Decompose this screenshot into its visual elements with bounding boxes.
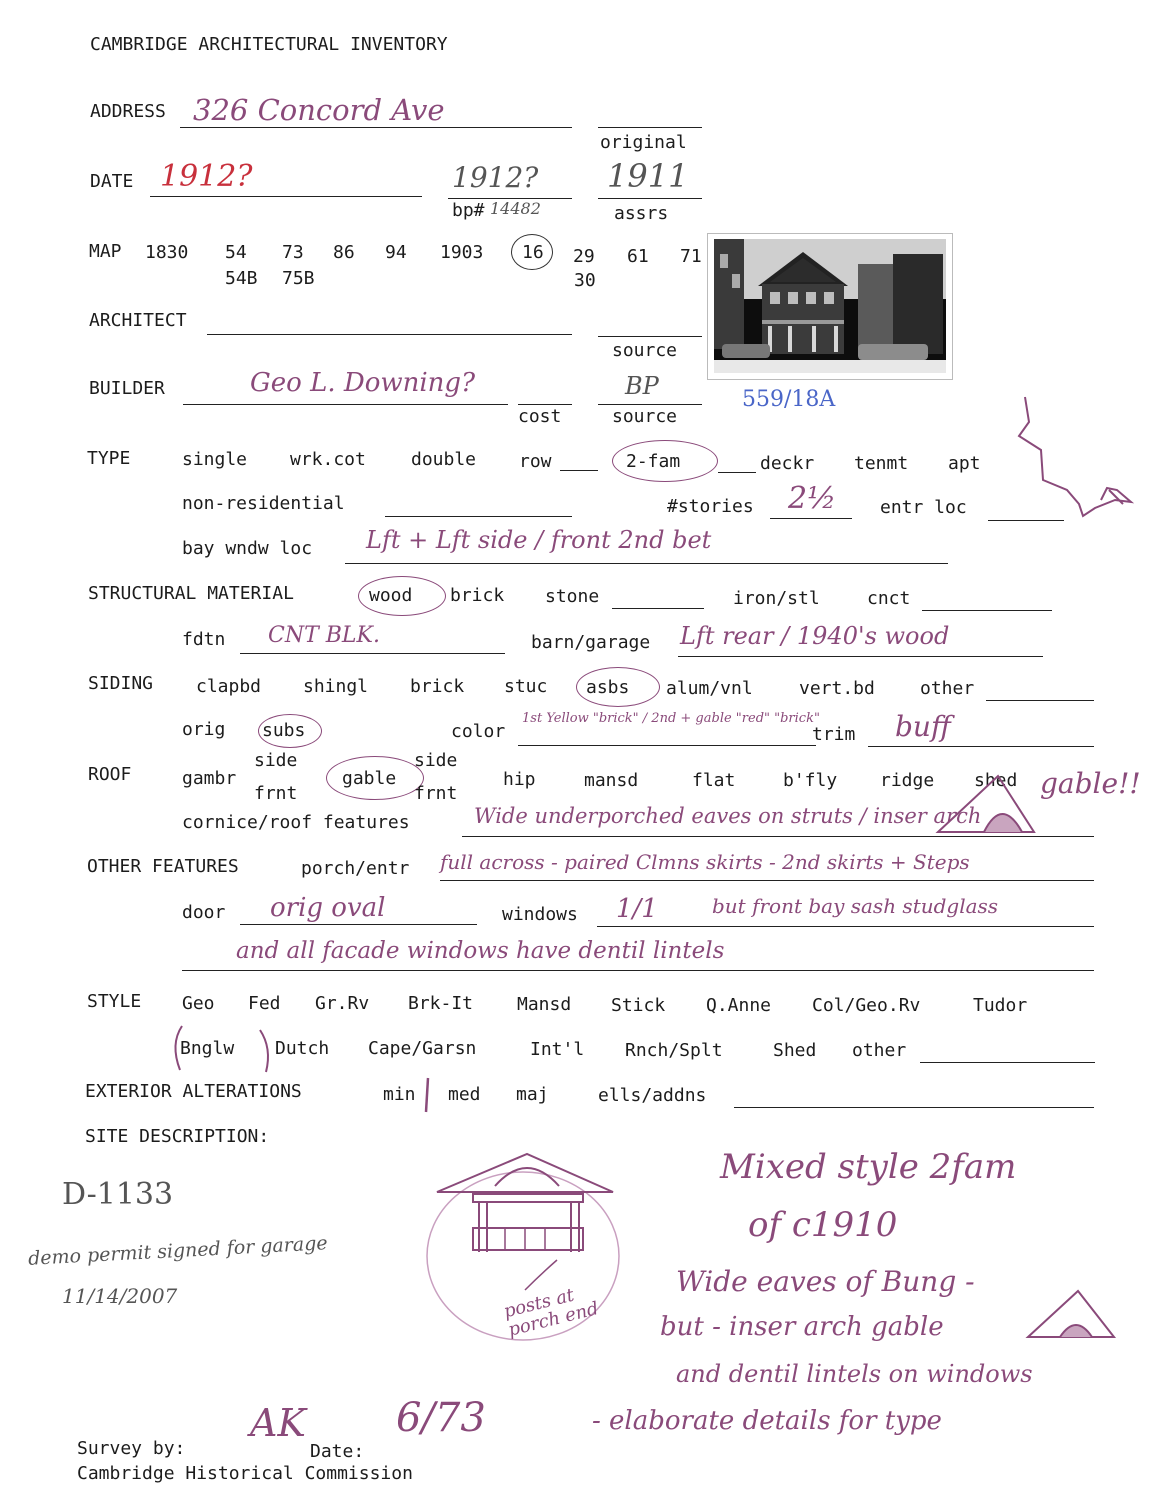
nonres-label: non-residential: [182, 493, 345, 514]
style-cape: Cape/Garsn: [368, 1038, 477, 1059]
cost-label: cost: [518, 406, 562, 427]
map-year-1830: 1830: [145, 242, 189, 263]
roof-side-1: side: [254, 750, 298, 771]
entrance-sketch: [1015, 392, 1145, 532]
builder-label: BUILDER: [89, 378, 165, 399]
struct-cnct-line: [922, 610, 1052, 611]
style-stick: Stick: [611, 995, 666, 1016]
survey-date: 6/73: [396, 1395, 486, 1441]
other-features-label: OTHER FEATURES: [87, 856, 239, 877]
stories-label: #stories: [667, 496, 754, 517]
porch-label: porch/entr: [301, 858, 410, 879]
builder-source-line: [598, 404, 702, 405]
address-value: 326 Concord Ave: [193, 93, 445, 127]
style-geo: Geo: [182, 993, 215, 1014]
cost-line: [518, 404, 572, 405]
type-deckr: deckr: [760, 453, 815, 474]
type-tenmt: tenmt: [854, 453, 909, 474]
map-label: MAP: [89, 241, 122, 262]
type-row: row: [519, 451, 552, 472]
bay-line: [345, 563, 948, 564]
style-rnch: Rnch/Splt: [625, 1040, 723, 1061]
house-photo: [707, 233, 953, 380]
type-double: double: [411, 449, 477, 470]
barn-line: [678, 656, 1043, 657]
cornice-label: cornice/roof features: [182, 812, 410, 833]
roof-frnt-1: frnt: [254, 783, 298, 804]
alterations-med: med: [448, 1084, 481, 1105]
alterations-ells: ells/addns: [598, 1085, 707, 1106]
assrs-label: assrs: [614, 203, 669, 224]
survey-initials: AK: [250, 1401, 306, 1445]
roof-gable: gable: [342, 768, 397, 789]
porch-line: [440, 880, 1094, 881]
siding-other: other: [920, 678, 975, 699]
style-intl: Int'l: [530, 1039, 585, 1060]
siding-label: SIDING: [88, 673, 154, 694]
style-gr-rv: Gr.Rv: [315, 993, 370, 1014]
bay-value: Lft + Lft side / front 2nd bet: [366, 526, 712, 554]
style-fed: Fed: [248, 993, 281, 1014]
description-line: of c1910: [748, 1205, 898, 1245]
cornice-value: Wide underporched eaves on struts / inser arch: [474, 804, 982, 828]
date-value: 1912?: [160, 159, 253, 194]
survey-label: Survey by:: [77, 1438, 186, 1459]
date-line: [150, 196, 422, 197]
trim-label: trim: [812, 724, 856, 745]
style-q-anne: Q.Anne: [706, 995, 772, 1016]
door-value: orig oval: [270, 893, 386, 923]
fdtn-label: fdtn: [182, 629, 226, 650]
style-shed: Shed: [773, 1040, 817, 1061]
map-year-73: 73: [282, 242, 304, 263]
survey-date-label: Date:: [310, 1441, 365, 1462]
assrs-value: 1911: [607, 157, 689, 195]
roof-label: ROOF: [88, 764, 132, 785]
posts-note: posts at porch end: [501, 1284, 601, 1341]
alterations-line: [734, 1107, 1094, 1108]
alterations-mark: [418, 1076, 438, 1116]
bp-date: 1912?: [452, 161, 539, 194]
architect-line: [207, 334, 572, 335]
map-year-29: 29: [573, 246, 595, 267]
roof-hip: hip: [503, 769, 536, 790]
commission-label: Cambridge Historical Commission: [77, 1463, 413, 1484]
type-deckr-line: [718, 472, 756, 473]
color-line: [518, 745, 816, 746]
gable-arch-sketch-2: [1020, 1285, 1120, 1345]
description-line: - elaborate details for type: [592, 1406, 942, 1436]
builder-line: [183, 404, 508, 405]
stories-value: 2½: [788, 481, 837, 516]
door-line: [240, 924, 477, 925]
photo-id: 559/18A: [742, 387, 836, 412]
site-label: SITE DESCRIPTION:: [85, 1126, 270, 1147]
fdtn-line: [240, 653, 505, 654]
porch-value: full across - paired Clmns skirts - 2nd skirts + Steps: [440, 850, 970, 874]
builder-source-label: source: [612, 406, 678, 427]
fdtn-value: CNT BLK.: [268, 623, 380, 648]
style-other-line: [920, 1062, 1095, 1063]
siding-asbs: asbs: [586, 677, 630, 698]
door-label: door: [182, 902, 226, 923]
siding-clapbd: clapbd: [196, 676, 262, 697]
type-apt: apt: [948, 453, 981, 474]
siding-alum: alum/vnl: [666, 678, 753, 699]
builder-value: Geo L. Downing?: [250, 368, 476, 398]
siding-brick: brick: [410, 676, 465, 697]
type-2-fam: 2-fam: [626, 451, 681, 472]
assrs-line: [598, 198, 702, 199]
struct-brick: brick: [450, 585, 505, 606]
date-label: DATE: [90, 171, 134, 192]
description-line: Mixed style 2fam: [720, 1147, 1017, 1187]
style-mansd: Mansd: [517, 994, 572, 1015]
orig-label: orig: [182, 719, 226, 740]
map-16-circle: [511, 234, 553, 270]
roof-frnt-2: frnt: [414, 783, 458, 804]
address-line: [180, 127, 572, 128]
windows-line-2: [182, 970, 1094, 971]
map-year-54b: 54B: [225, 268, 258, 289]
demo-date: 11/14/2007: [62, 1284, 178, 1308]
struct-stone: stone: [545, 586, 600, 607]
gable-note: gable!!: [1040, 767, 1141, 800]
struct-wood-circle: [358, 576, 446, 616]
windows-extra: but front bay sash studglass: [712, 894, 999, 918]
alterations-maj: maj: [516, 1084, 549, 1105]
form-title: CAMBRIDGE ARCHITECTURAL INVENTORY: [90, 34, 448, 55]
description-line: Wide eaves of Bung -: [676, 1265, 975, 1298]
architect-source-label: source: [612, 340, 678, 361]
roof-shed: shed: [974, 770, 1018, 791]
style-label: STYLE: [87, 991, 142, 1012]
bnglw-mark: [168, 1022, 278, 1074]
color-value: 1st Yellow "brick" / 2nd + gable "red" "brick": [522, 711, 820, 726]
struct-wood: wood: [369, 585, 413, 606]
color-label: color: [451, 721, 506, 742]
bp-number: 14482: [490, 199, 541, 218]
struct-stone-line: [612, 608, 704, 609]
siding-stuc: stuc: [504, 676, 548, 697]
gable-arch-sketch: [930, 768, 1040, 840]
type-single: single: [182, 449, 248, 470]
siding-shingl: shingl: [303, 676, 369, 697]
map-year-71: 71: [680, 246, 702, 267]
demo-note: demo permit signed for garage: [27, 1232, 329, 1270]
builder-source-value: BP: [625, 372, 659, 400]
trim-line: [868, 746, 1094, 747]
architect-label: ARCHITECT: [89, 310, 187, 331]
bp-label: bp#: [452, 200, 485, 221]
subs-circle: [258, 714, 322, 748]
barn-value: Lft rear / 1940's wood: [680, 622, 950, 650]
windows-line2-value: and all facade windows have dentil lintels: [236, 938, 725, 964]
siding-vert: vert.bd: [799, 678, 875, 699]
map-year-16: 16: [522, 242, 544, 263]
windows-line: [597, 926, 1094, 927]
style-dutch: Dutch: [275, 1038, 330, 1059]
struct-label: STRUCTURAL MATERIAL: [88, 583, 294, 604]
windows-label: windows: [502, 904, 578, 925]
style-tudor: Tudor: [973, 995, 1028, 1016]
entr-loc-label: entr loc: [880, 497, 967, 518]
bay-label: bay wndw loc: [182, 538, 313, 559]
alterations-min: min: [383, 1084, 416, 1105]
trim-value: buff: [895, 710, 951, 743]
type-wrk-cot: wrk.cot: [290, 449, 366, 470]
map-year-1903: 1903: [440, 242, 484, 263]
stories-line: [770, 518, 852, 519]
style-col-geo-rv: Col/Geo.Rv: [812, 995, 921, 1016]
struct-iron: iron/stl: [733, 588, 820, 609]
alterations-label: EXTERIOR ALTERATIONS: [85, 1081, 302, 1102]
windows-value: 1/1: [616, 894, 658, 924]
roof-mansd: mansd: [584, 770, 639, 791]
subs-label: subs: [262, 720, 306, 741]
siding-asbs-circle: [576, 667, 660, 707]
map-year-30: 30: [574, 270, 596, 291]
roof-gable-circle: [326, 756, 424, 800]
struct-cnct: cnct: [867, 588, 911, 609]
roof-flat: flat: [692, 770, 736, 791]
map-year-61: 61: [627, 246, 649, 267]
roof-gambr: gambr: [182, 768, 237, 789]
siding-other-line: [986, 700, 1094, 701]
description-line: and dentil lintels on windows: [676, 1360, 1033, 1388]
style-bnglw: Bnglw: [180, 1038, 235, 1059]
map-year-54: 54: [225, 242, 247, 263]
original-label: original: [600, 132, 687, 153]
map-year-75b: 75B: [282, 268, 315, 289]
d-number: D-1133: [62, 1177, 174, 1212]
type-row-line: [560, 470, 598, 471]
address-label: ADDRESS: [90, 101, 166, 122]
description-line: but - inser arch gable: [660, 1312, 944, 1342]
architect-source-line: [598, 336, 702, 337]
style-brk-it: Brk-It: [408, 993, 474, 1014]
original-top-line: [598, 127, 702, 128]
style-other: other: [852, 1040, 907, 1061]
type-label: TYPE: [87, 448, 131, 469]
roof-ridge: ridge: [880, 770, 935, 791]
nonres-line: [385, 516, 572, 517]
roof-side-2: side: [414, 750, 458, 771]
roof-bfly: b'fly: [783, 770, 838, 791]
map-year-86: 86: [333, 242, 355, 263]
type-2-fam-circle: [612, 440, 718, 482]
barn-label: barn/garage: [531, 632, 651, 653]
map-year-94: 94: [385, 242, 407, 263]
